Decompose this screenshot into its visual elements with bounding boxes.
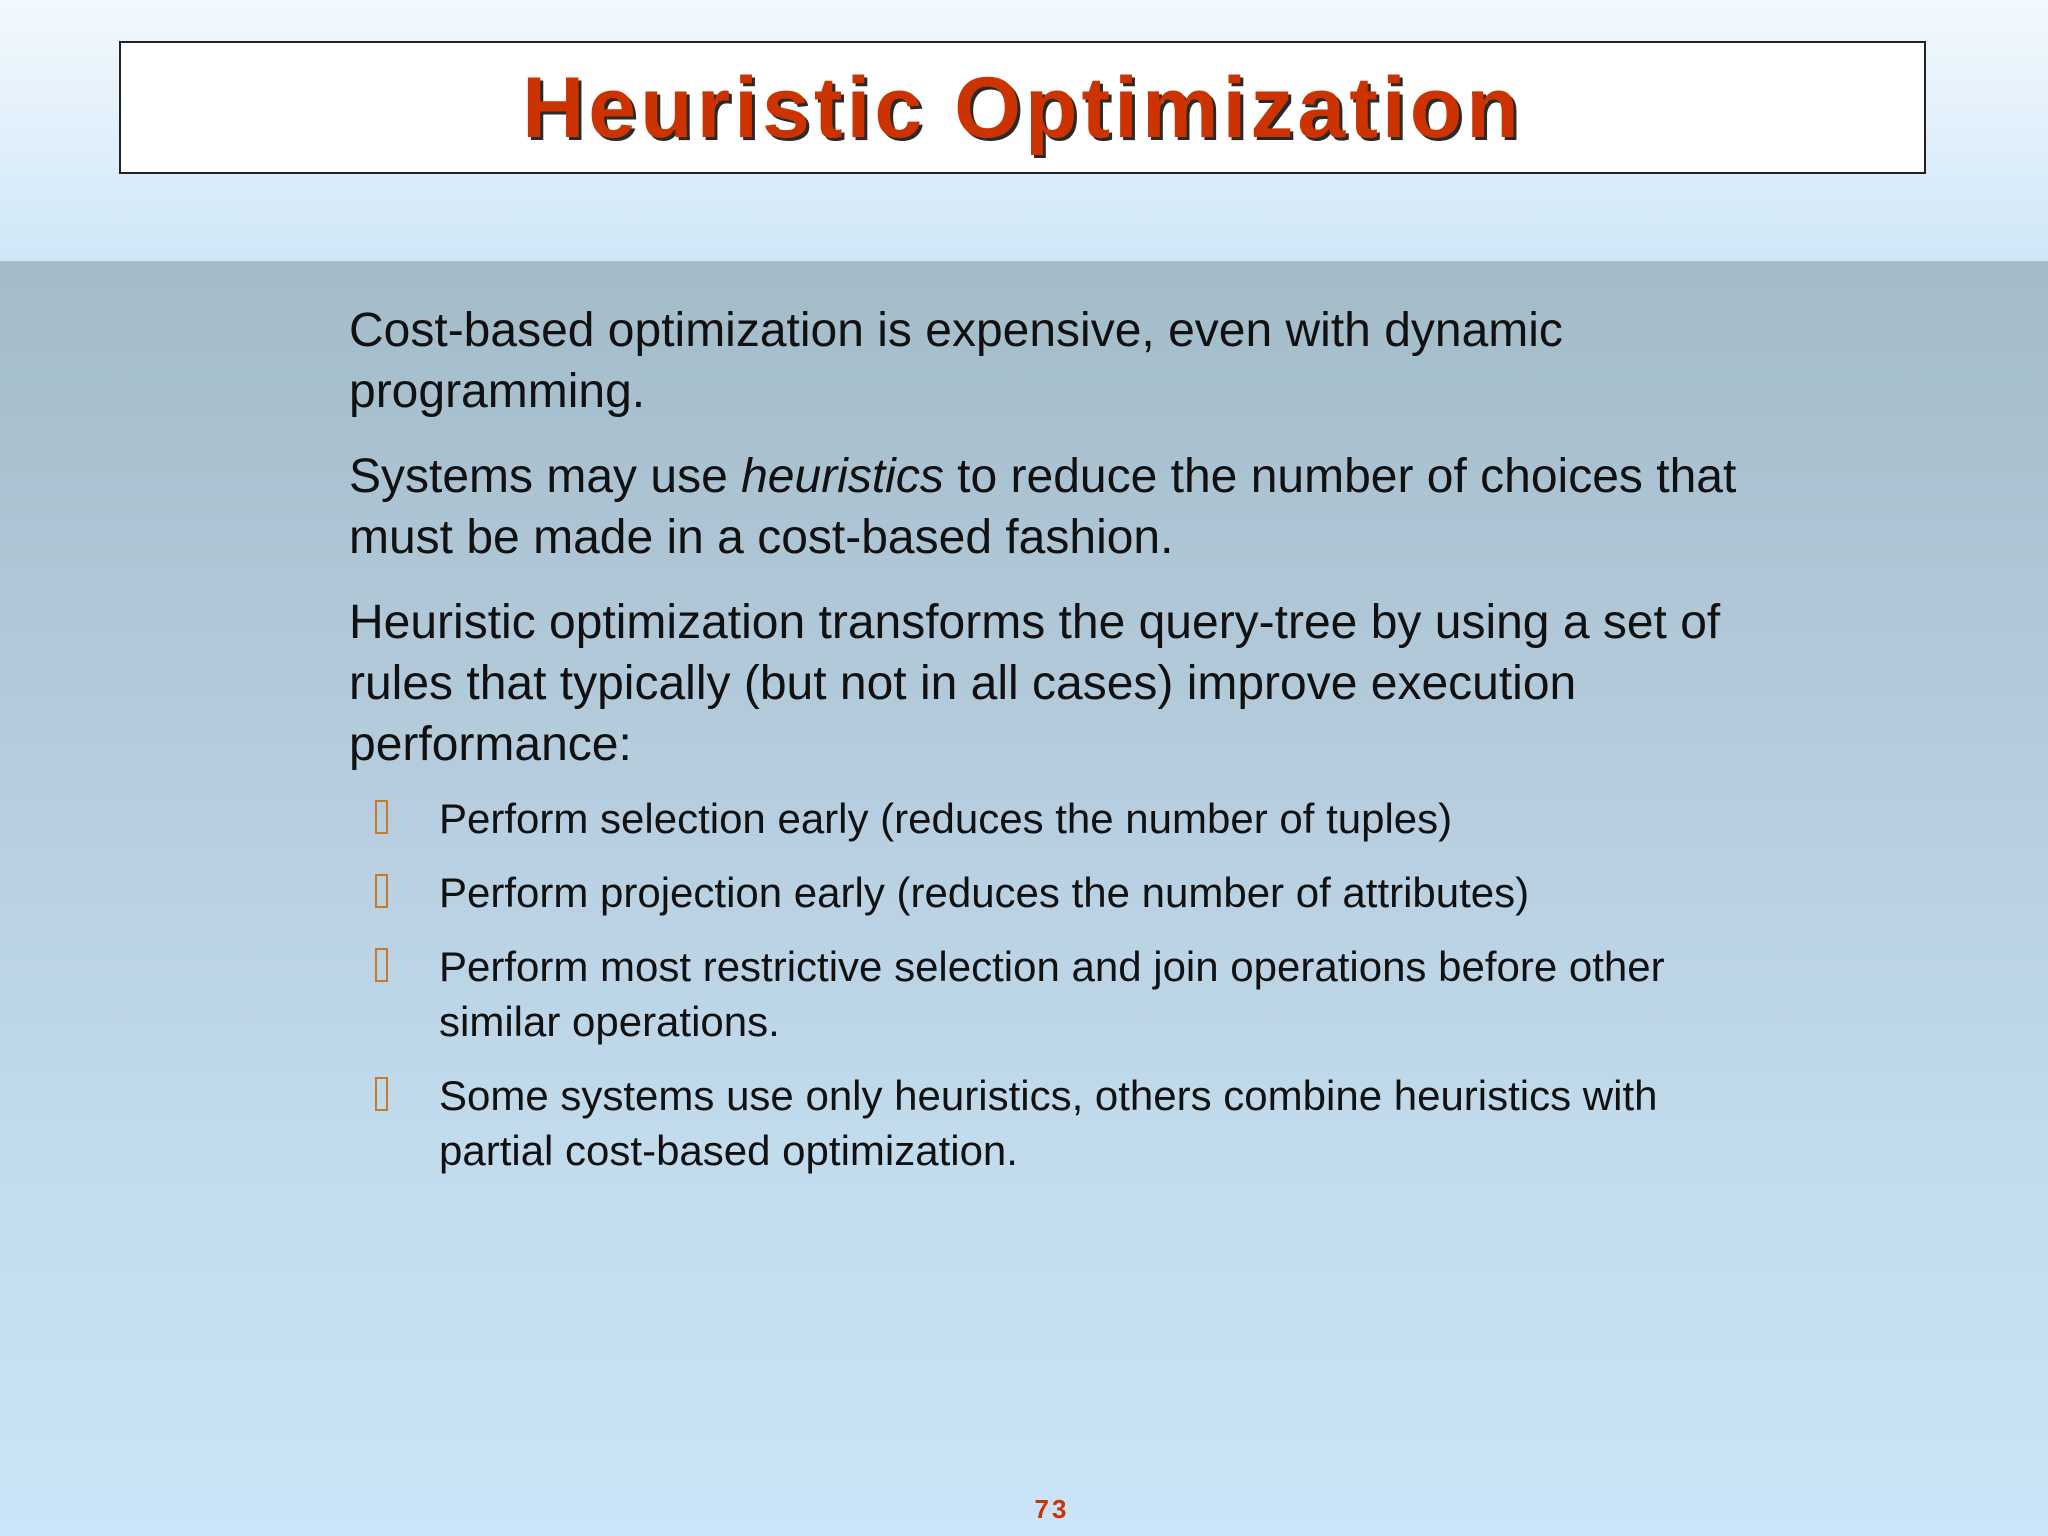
- paragraph-heuristics-before: Systems may use: [349, 450, 742, 503]
- paragraph-heuristic-optimization: Heuristic optimization transforms the query-tree by using a set of rules that typically (but not in all cases) improve execution performance:: [349, 596, 1721, 771]
- list-item-text: Perform most restrictive selection and join operations before other similar operations.: [439, 943, 1665, 1045]
- heuristics-emphasis: heuristics: [741, 450, 944, 503]
- paragraph-cost-based: Cost-based optimization is expensive, even with dynamic programming.: [349, 304, 1563, 418]
- list-item-text: Perform projection early (reduces the number of attributes): [439, 869, 1530, 916]
- list-item-text: Perform selection early (reduces the number of tuples): [439, 795, 1453, 842]
- page-number: 73: [1034, 1494, 1070, 1524]
- slide-title: Heuristic Optimization: [522, 59, 1523, 156]
- bullet-icon: [375, 874, 388, 908]
- title-box: [119, 41, 1926, 174]
- bullet-icon: [375, 948, 388, 982]
- paragraph-heuristics: [349, 446, 1769, 568]
- rules-list: [349, 791, 1769, 1178]
- bullet-icon: [375, 800, 388, 834]
- bullet-icon: [375, 1077, 388, 1111]
- list-item: [349, 1068, 1769, 1178]
- list-item: [349, 865, 1769, 920]
- slide-content: [349, 300, 1769, 1197]
- paragraph-heuristics-after: to reduce the number of choices that must be made in a cost-based fashion.: [349, 450, 1737, 564]
- list-item-text: Some systems use only heuristics, others combine heuristics with partial cost-based optimization.: [439, 1072, 1658, 1174]
- list-item: [349, 939, 1769, 1049]
- list-item: [349, 791, 1769, 846]
